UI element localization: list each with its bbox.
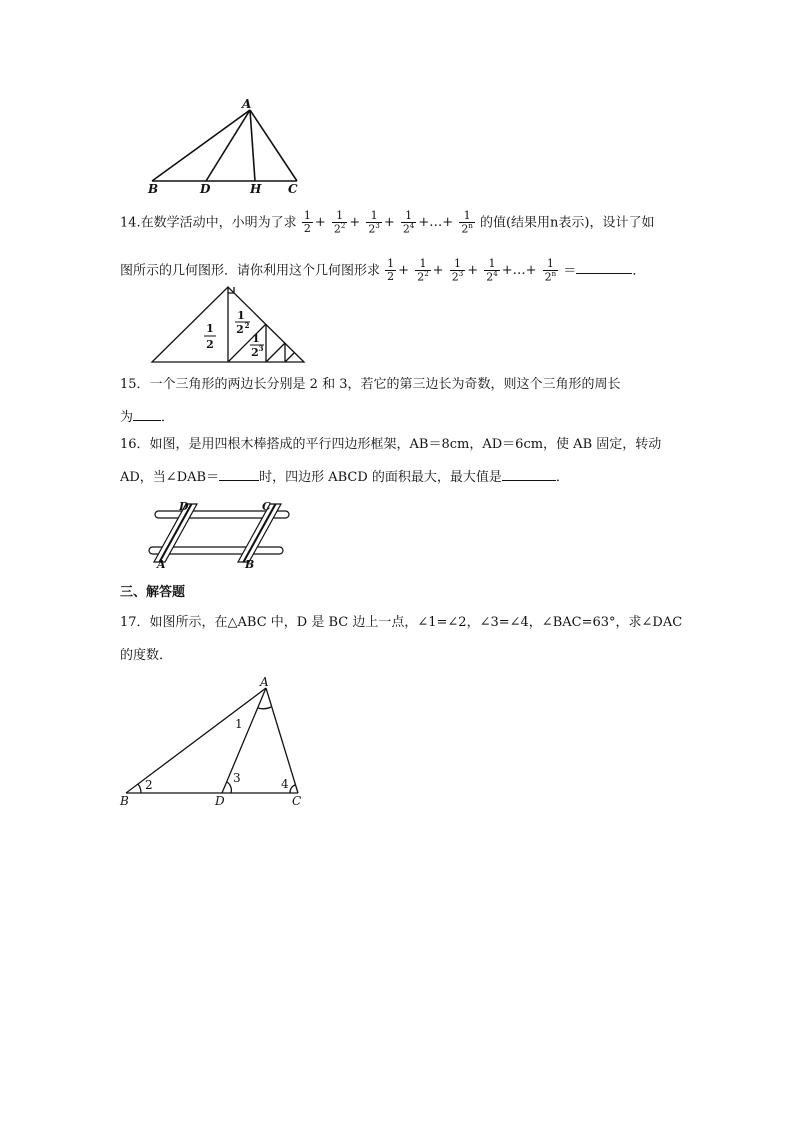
fraction: $\frac{1}{2^4}$ <box>486 257 498 284</box>
q14-line1-prefix: 14.在数学活动中，小明为了求 <box>120 215 297 231</box>
fraction: $\frac{1}{2^2}$ <box>417 257 429 284</box>
answer-blank-q16-angle[interactable] <box>219 480 259 481</box>
q14-line2-prefix: 图所示的几何图形．请你利用这个几何图形求 <box>120 263 381 279</box>
answer-blank-q14[interactable] <box>576 273 632 274</box>
label-d: D <box>215 794 225 808</box>
fraction: $\frac{1}{2^4}$ <box>402 209 415 236</box>
angle-3-label: 3 <box>233 771 241 785</box>
label-b: B <box>148 182 159 195</box>
q17-line2: 的度数． <box>120 648 173 663</box>
label-c: C <box>288 182 298 195</box>
label-b: B <box>245 558 255 570</box>
label-c: C <box>292 794 302 808</box>
answer-blank-q16-area[interactable] <box>502 480 556 481</box>
frac-eighth-exp: 3 <box>258 344 264 353</box>
figure-parallelogram-frame <box>145 498 293 570</box>
label-a: A <box>242 97 252 111</box>
label-a: A <box>157 558 166 570</box>
equals-sign: ＝ <box>563 263 577 279</box>
q14-line1-suffix: 的值(结果用n表示)，设计了如 <box>479 215 655 231</box>
label-d: D <box>179 500 189 513</box>
frac-half-den: 2 <box>206 338 214 351</box>
frac-quarter-num: 1 <box>237 309 245 322</box>
figure-fraction-triangle <box>148 284 308 366</box>
fraction: $\frac{1}{2}$ <box>303 209 311 236</box>
angle-2-label: 2 <box>145 778 153 792</box>
fraction: $\frac{1}{2^2}$ <box>333 209 346 236</box>
label-d: D <box>200 182 211 195</box>
q15-line1: 15．一个三角形的两边长分别是 2 和 3，若它的第三边长为奇数，则这个三角形的周长 <box>120 377 621 392</box>
q14-line1: 14.在数学活动中，小明为了求 $\frac{1}{2}$ + $\frac{1}{2^2}$ + $\frac{1}{2^3}$ + $\frac{1}{2^4}$ +…+ $\frac{1}{2^n}$ 的值(结果用n表示)，设计了如 <box>120 209 655 236</box>
angle-1-label: 1 <box>235 717 243 731</box>
answer-blank-q15[interactable] <box>133 420 161 421</box>
fraction: $\frac{1}{2^3}$ <box>368 209 380 236</box>
label-b: B <box>120 794 129 808</box>
section-title: 三、解答题 <box>120 585 186 600</box>
figure-triangle-adh <box>140 95 310 195</box>
figure-triangle-abc-q17 <box>118 672 318 812</box>
q14-line2: 图所示的几何图形．请你利用这个几何图形求 $\frac{1}{2}$ + $\frac{1}{2^2}$ + $\frac{1}{2^3}$ + $\frac{1}{2^4}$ +…+ $\frac{1}{2^n}$ ＝ ． <box>120 257 646 284</box>
q16-line1: 16．如图，是用四根木棒搭成的平行四边形框架，AB＝8cm，AD＝6cm，使 AB 固定，转动 <box>120 437 662 452</box>
label-c: C <box>262 500 271 513</box>
frac-quarter-den: 2 <box>236 323 244 336</box>
fraction: $\frac{1}{2^n}$ <box>461 209 473 236</box>
frac-eighth-den: 2 <box>251 346 259 359</box>
q16-line2: AD，当∠DAB＝ 时，四边形 ABCD 的面积最大，最大值是 ． <box>120 470 569 485</box>
label-a: A <box>260 675 269 689</box>
frac-quarter-exp: 2 <box>244 321 250 330</box>
frac-eighth-num: 1 <box>252 332 260 345</box>
q17-line1: 17．如图所示，在△ABC 中，D 是 BC 边上一点，∠1=∠2，∠3=∠4，∠BAC=63°，求∠DAC <box>120 615 683 630</box>
fraction: $\frac{1}{2^3}$ <box>451 257 464 284</box>
angle-4-label: 4 <box>281 777 289 791</box>
label-h: H <box>250 182 262 195</box>
q15-line2: 为 ． <box>120 410 175 425</box>
fraction: $\frac{1}{2}$ <box>387 257 395 284</box>
fraction: $\frac{1}{2^n}$ <box>544 257 557 284</box>
frac-half-num: 1 <box>206 322 214 335</box>
